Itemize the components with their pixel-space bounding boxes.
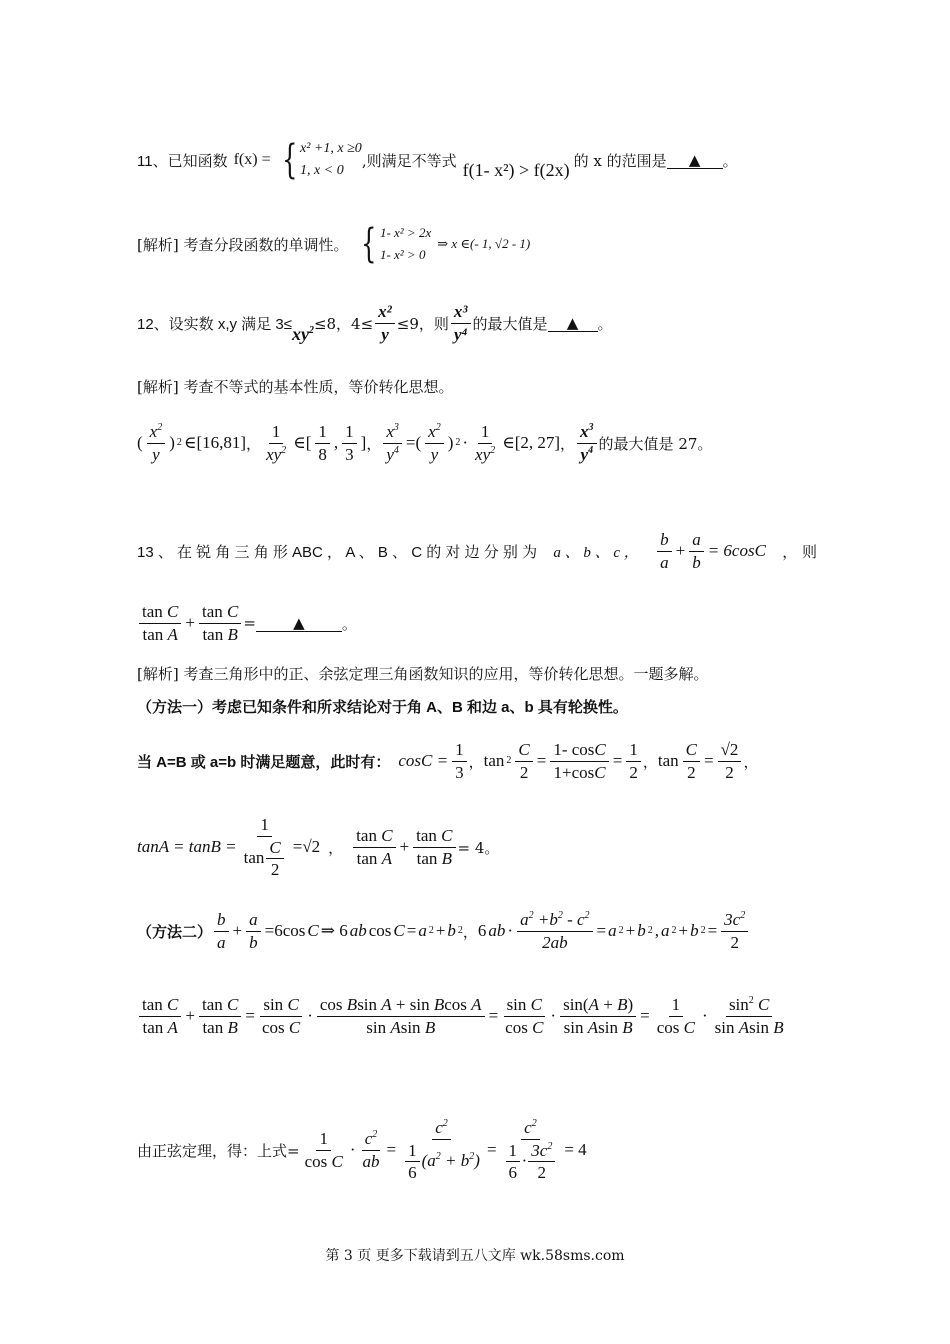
answer-blank-11[interactable]: ▲ — [667, 152, 723, 169]
analysis-11-result: ⇒ x ∈(- 1, √2 - 1) — [437, 236, 531, 251]
problem-11: 11、已知函数 f(x) = { x² +1, x ≥0 1, x < 0 ,则满足不等式 f(1- x²) > f(2x) 的 x 的范围是 ▲ 。 — [137, 137, 738, 183]
case-1: x² +1, x ≥0 — [300, 141, 362, 156]
method-1-heading: （方法一）考虑已知条件和所求结论对于角 A、B 和边 a、b 具有轮换性。 — [137, 699, 628, 716]
problem-12: 12、设实数 x,y 满足 3≤ $xy^2$ ≤8，4≤ $\frac{\text{x²}}{y}$ ≤9，则 $\frac{\text{x³}}{\text{y⁴}}$ 的最大值是 ▲ 。 — [137, 302, 613, 344]
analysis-12-conclusion: 的最大值是 27。 — [598, 434, 713, 453]
method-2-line-1: （方法二） $\frac{b}{a}$ + $\frac{a}{b}$ =6cos C ⇒ 6 ab cos C = a 2 + b 2 ， 6 ab · $\frac{a^2 +b^2 - c^2}{2ab}$ = a 2 + b 2 , a 2 + b 2 = $\frac{3c^2}{2}$ — [137, 910, 750, 952]
xy-squared: $xy^2$ — [291, 324, 314, 344]
method-1-case: 当 A=B 或 a=b 时满足题意，此时有： cosC = $\frac{1}{3}$ ， tan 2 $\frac{C}{2}$ = $\frac{1- \cos C}{1+\cos C}$ = $\frac{1}{2}$ ， tan $\frac{C}{2}$ = $\frac{√2}{2}$ ， — [137, 740, 759, 782]
problem-11-fx: f(x) = — [233, 151, 271, 168]
problem-11-piecewise: { x² +1, x ≥0 1, x < 0 — [281, 137, 362, 183]
problem-13-question: $\frac{\text{tan C}}{\text{tan A}}$ + $\frac{\text{tan C}}{\text{tan B}}$ = ▲ 。 — [137, 602, 357, 644]
case-2: 1, x < 0 — [300, 163, 344, 178]
page-footer: 第 3 页 更多下载请到五八文库 wk.58sms.com — [325, 1248, 625, 1264]
analysis-11-system: { 1- x² > 2x 1- x² > 0 — [361, 221, 432, 267]
analysis-13-label: [解析] 考查三角形中的正、余弦定理三角函数知识的应用，等价转化思想。一题多解。 — [137, 665, 709, 683]
analysis-12-label: [解析] 考查不等式的基本性质，等价转化思想。 — [137, 378, 454, 396]
fraction-x2-over-y: $\frac{\text{x²}}{y}$ — [375, 302, 395, 344]
answer-blank-13[interactable]: ▲ — [256, 615, 342, 632]
analysis-11 — [137, 222, 530, 266]
problem-11-mid: ,则满足不等式 — [361, 151, 457, 170]
method-2-line-2: $\frac{\text{tan C}}{\text{tan A}}$ + $\frac{\text{tan C}}{\text{tan B}}$ = $\frac{\text{sin C}}{\text{cos C}}$ · $\frac{\text{cos Bsin A + sin Bcos A}}{\text{sin Asin B}}$ = $\frac{\text{sin C}}{\text{cos C}}$ · $\frac{\sin(A + B)}{\text{sin Asin B}}$ = $\frac{1}{\text{cos C}}$ · $\frac{\sin^2 C}{\text{sin Asin B}}$ — [137, 995, 789, 1037]
problem-13: 13 、 在 锐 角 三 角 形 ABC ， A 、 B 、 C 的 对 边 分 别 为 a 、 b 、 c ， $\frac{b}{a}$ + $\frac{a}{b}$ = 6cosC ， 则 — [137, 530, 817, 572]
condition-b-over-a: $\frac{b}{a}$ + $\frac{a}{b}$ = 6cosC — [655, 530, 766, 572]
answer-blank-12[interactable]: ▲ — [548, 315, 598, 332]
method-2-line-3: 由正弦定理，得：上式= $\frac{1}{\text{cos C}}$ · $\frac{c^2}{ab}$ = $c^2$ $\frac{1}{6}$ $(a^2 + b^2)$ = $c^2$ $\frac{1}{6}$ · $\frac{3c^2}{2}$ = 4 — [137, 1118, 587, 1183]
eq-x2y-squared: ( $\frac{x^2}{y}$ ) 2 ∈[16,81] — [137, 422, 247, 464]
problem-11-lead: 11、已知函数 — [137, 152, 228, 170]
eq-x3-over-y4: $\frac{x^3}{y^4}$ =( $\frac{x^2}{y}$ ) 2 · $\frac{1}{xy^2}$ ∈[2, 27] — [381, 422, 560, 464]
analysis-12-equations: ( $\frac{x^2}{y}$ ) 2 ∈[16,81] ， $\frac{1}{xy^2}$ ∈[ $\frac{1}{8}$ , $\frac{1}{3}$ ] ， $\frac{x^3}{y^4}$ =( $\frac{x^2}{y}$ ) 2 · $\frac{1}{xy^2}$ ∈[2, 27] ， $\frac{x^3}{y^4}$ 的最大值是 27。 — [137, 422, 713, 464]
eq-one-over-xy2: $\frac{1}{xy^2}$ ∈[ $\frac{1}{8}$ , $\frac{1}{3}$ ] — [266, 422, 367, 464]
analysis-11-label: [解析] 考查分段函数的单调性。 — [137, 235, 349, 254]
problem-11-inequality: f(1- x²) > f(2x) — [462, 159, 570, 180]
method-1-result: tanA = tanB = 1 tan $\frac{C}{2}$ =√2 ， $\frac{\text{tan C}}{\text{tan A}}$ + $\frac{\text{tan C}}{\text{tan B}}$ = 4。 — [137, 815, 500, 880]
fraction-x3-over-y4: $\frac{\text{x³}}{\text{y⁴}}$ — [451, 302, 471, 344]
problem-11-tail: 的 x 的范围是 — [573, 151, 667, 170]
